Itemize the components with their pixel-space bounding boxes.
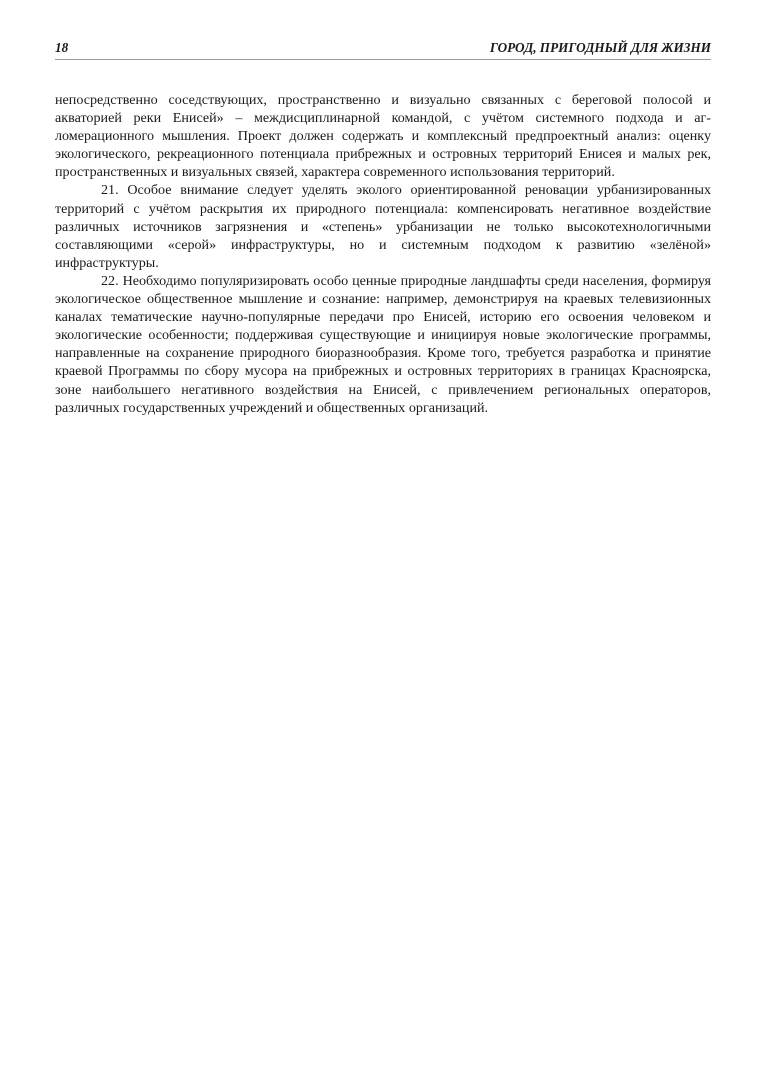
document-page	[55, 40, 711, 417]
paragraph-continued: непосредственно соседствующих, пространственно и визуально связанных с береговой полосой и акваторией реки Енисей» – междисциплинарной командой, с учётом системного подхода и агломерационного мышления. Проект должен содержать и комплексный предпроектный анализ: оценку экологического, рекреационного потенциала прибрежных и островных территорий Енисея и малых рек, пространственных и визуальных связей, характера современного использования территорий.	[55, 92, 711, 181]
running-title: ГОРОД, ПРИГОДНЫЙ ДЛЯ ЖИЗНИ	[489, 40, 711, 55]
page-number: 18	[55, 40, 69, 55]
running-header	[55, 40, 711, 60]
body-text	[55, 91, 711, 417]
paragraph-item-21: 21. Особое внимание следует уделять эколого ориентированной реновации урбанизированных территорий с учётом раскрытия их природного потенциала: компенсировать негативное воздействие различных источников загрязнения и «степень» урбанизации не только высокотехнологичными составляющими «серой» инфраструктуры, но и системным подходом к развитию «зелёной» инфраструктуры.	[55, 182, 711, 271]
paragraph-item-22: 22. Необходимо популяризировать особо ценные природные ландшафты среди населения, формируя экологическое общественное мышление и сознание: например, демонстрируя на краевых телевизионных каналах тематические научно-популярные передачи про Енисей, историю его освоения человеком и экологические особенности; поддерживая существующие и инициируя новые экологические программы, направленные на сохранение природного биоразнообразия. Кроме того, требуется разработка и принятие краевой Программы по сбору мусора на прибрежных и островных территориях в границах Красноярска, зоне наибольшего негативного воздействия на Енисей, с привлечением региональных операторов, различных государственных учреждений и общественных организаций.	[55, 272, 711, 416]
